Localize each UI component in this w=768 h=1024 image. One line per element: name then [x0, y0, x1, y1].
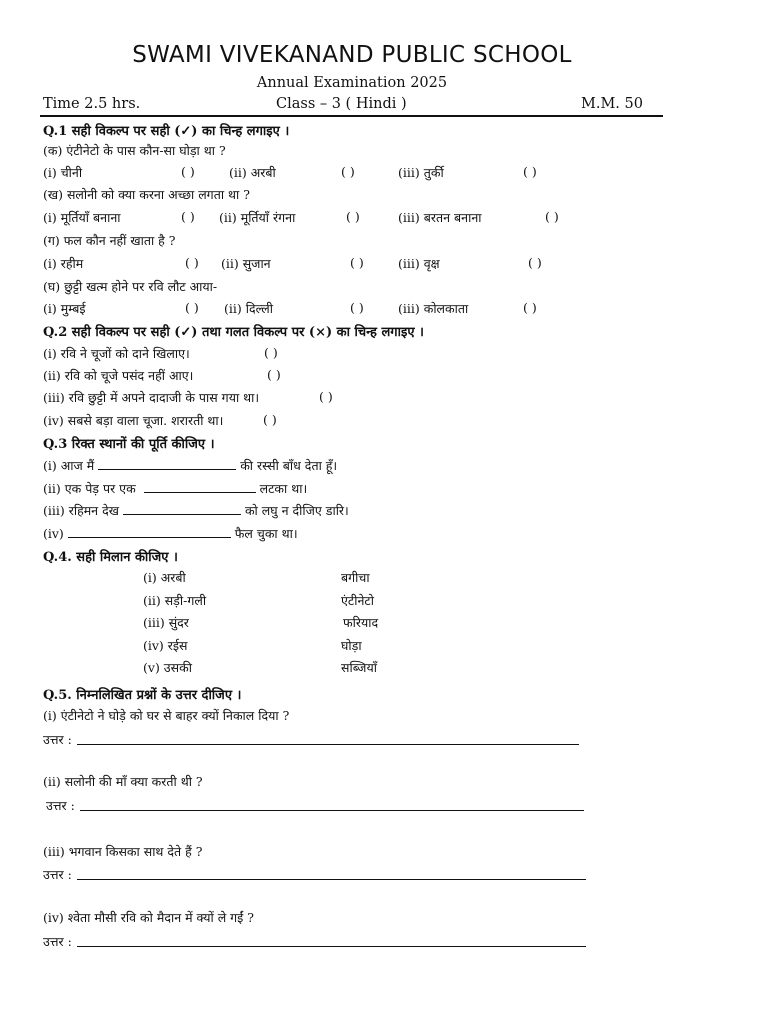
q3-item: [43, 457, 337, 474]
match-right-item: फरियाद: [343, 615, 379, 630]
match-right-item: बगीचा: [341, 570, 370, 585]
q3-prefix: (ii) एक पेड़ पर एक: [43, 481, 136, 496]
fill-blank[interactable]: [144, 481, 256, 493]
q3-title: Q.3 रिक्त स्थानों की पूर्ति कीजिए ।: [43, 437, 215, 452]
match-right-item: घोड़ा: [341, 638, 362, 653]
q2-statement: (i) रवि ने चूजों को दाने खिलाए।: [43, 346, 190, 361]
q1-question: (क) एंटीनेटो के पास कौन-सा घोड़ा था ?: [43, 143, 226, 158]
answer-line[interactable]: [77, 744, 579, 745]
q2-statement: (iv) सबसे बड़ा वाला चूजा. शरारती था।: [43, 413, 224, 428]
q1-checkbox: ( ): [346, 209, 360, 224]
q1-checkbox: ( ): [341, 164, 355, 179]
q3-suffix: फैल चुका था।: [234, 526, 298, 541]
answer-label: उत्तर :: [43, 867, 72, 882]
q3-prefix: (i) आज मैं: [43, 458, 95, 473]
header-divider: [40, 115, 663, 117]
q1-option: (ii) अरबी: [229, 165, 276, 180]
q1-checkbox: ( ): [350, 255, 364, 270]
match-left-item: (iv) रईस: [143, 638, 188, 653]
q1-option: (i) रहीम: [43, 256, 84, 271]
q1-question: (घ) छुट्टी खत्म होने पर रवि लौट आया-: [43, 279, 218, 294]
match-left-item: (i) अरबी: [143, 570, 186, 585]
q2-checkbox: ( ): [263, 412, 277, 427]
q3-suffix: की रस्सी बाँध देता हूँ।: [240, 458, 338, 473]
q2-checkbox: ( ): [319, 389, 333, 404]
q3-prefix: (iii) रहिमन देख: [43, 503, 119, 518]
answer-line[interactable]: [77, 879, 586, 880]
match-right-item: एंटीनेटो: [341, 593, 374, 608]
max-marks: M.M. 50: [581, 96, 643, 112]
q2-title: Q.2 सही विकल्प पर सही (✓) तथा गलत विकल्प पर (×) का चिन्ह लगाइए ।: [43, 325, 424, 340]
q1-question: (ग) फल कौन नहीं खाता है ?: [43, 233, 176, 248]
exam-title: Annual Examination 2025: [256, 75, 448, 91]
q1-option: (iii) बरतन बनाना: [398, 210, 482, 225]
q3-suffix: को लघु न दीजिए डारि।: [244, 503, 349, 518]
q2-statement: (iii) रवि छुट्टी में अपने दादाजी के पास गया था।: [43, 390, 260, 405]
q3-prefix: (iv): [43, 526, 64, 541]
fill-blank[interactable]: [68, 526, 231, 538]
answer-label: उत्तर :: [43, 732, 72, 747]
q2-checkbox: ( ): [264, 345, 278, 360]
answer-label: उत्तर :: [43, 934, 72, 949]
q2-checkbox: ( ): [267, 367, 281, 382]
q1-title: Q.1 सही विकल्प पर सही (✓) का चिन्ह लगाइए ।: [43, 124, 290, 139]
match-left-item: (iii) सुंदर: [143, 615, 189, 630]
q1-checkbox: ( ): [185, 300, 199, 315]
q5-question: (i) एंटीनेटो ने घोड़े को घर से बाहर क्यों निकाल दिया ?: [43, 708, 290, 723]
fill-blank[interactable]: [123, 503, 241, 515]
q1-checkbox: ( ): [523, 164, 537, 179]
fill-blank[interactable]: [98, 458, 236, 470]
answer-line[interactable]: [77, 946, 586, 947]
q5-question: (iv) श्वेता मौसी रवि को मैदान में क्यों ले गईं ?: [43, 910, 254, 925]
q1-checkbox: ( ): [545, 209, 559, 224]
q5-title: Q.5. निम्नलिखित प्रश्नों के उत्तर दीजिए ।: [43, 688, 242, 703]
q4-title: Q.4. सही मिलान कीजिए ।: [43, 550, 178, 565]
q1-option: (i) चीनी: [43, 165, 83, 180]
q2-statement: (ii) रवि को चूजे पसंद नहीं आए।: [43, 368, 194, 383]
q5-question: (iii) भगवान किसका साथ देते हैं ?: [43, 844, 203, 859]
q1-option: (ii) सुजान: [221, 256, 271, 271]
q1-option: (iii) कोलकाता: [398, 301, 469, 316]
match-left-item: (ii) सड़ी-गली: [143, 593, 207, 608]
answer-line[interactable]: [80, 810, 584, 811]
q1-checkbox: ( ): [350, 300, 364, 315]
q1-option: (iii) वृक्ष: [398, 256, 440, 271]
q1-checkbox: ( ): [528, 255, 542, 270]
q1-option: (ii) मूर्तियाँ रंगना: [219, 210, 296, 225]
answer-label: उत्तर :: [46, 798, 75, 813]
q1-checkbox: ( ): [181, 164, 195, 179]
q3-item: [43, 502, 349, 519]
q3-item: [43, 525, 298, 542]
q1-option: (iii) तुर्की: [398, 165, 444, 180]
school-name: SWAMI VIVEKANAND PUBLIC SCHOOL: [132, 42, 572, 68]
q1-checkbox: ( ): [523, 300, 537, 315]
q1-option: (i) मूर्तियाँ बनाना: [43, 210, 121, 225]
q1-checkbox: ( ): [181, 209, 195, 224]
match-left-item: (v) उसकी: [143, 660, 192, 675]
exam-class: Class – 3 ( Hindi ): [276, 96, 407, 112]
q1-checkbox: ( ): [185, 255, 199, 270]
q3-suffix: लटका था।: [259, 481, 308, 496]
q1-option: (ii) दिल्ली: [224, 301, 273, 316]
q5-question: (ii) सलोनी की माँ क्या करती थी ?: [43, 774, 203, 789]
match-right-item: सब्जियाँ: [341, 660, 377, 675]
q1-question: (ख) सलोनी को क्या करना अच्छा लगता था ?: [43, 187, 250, 202]
exam-time: Time 2.5 hrs.: [43, 96, 141, 112]
q1-option: (i) मुम्बई: [43, 301, 86, 316]
q3-item: [43, 480, 307, 497]
